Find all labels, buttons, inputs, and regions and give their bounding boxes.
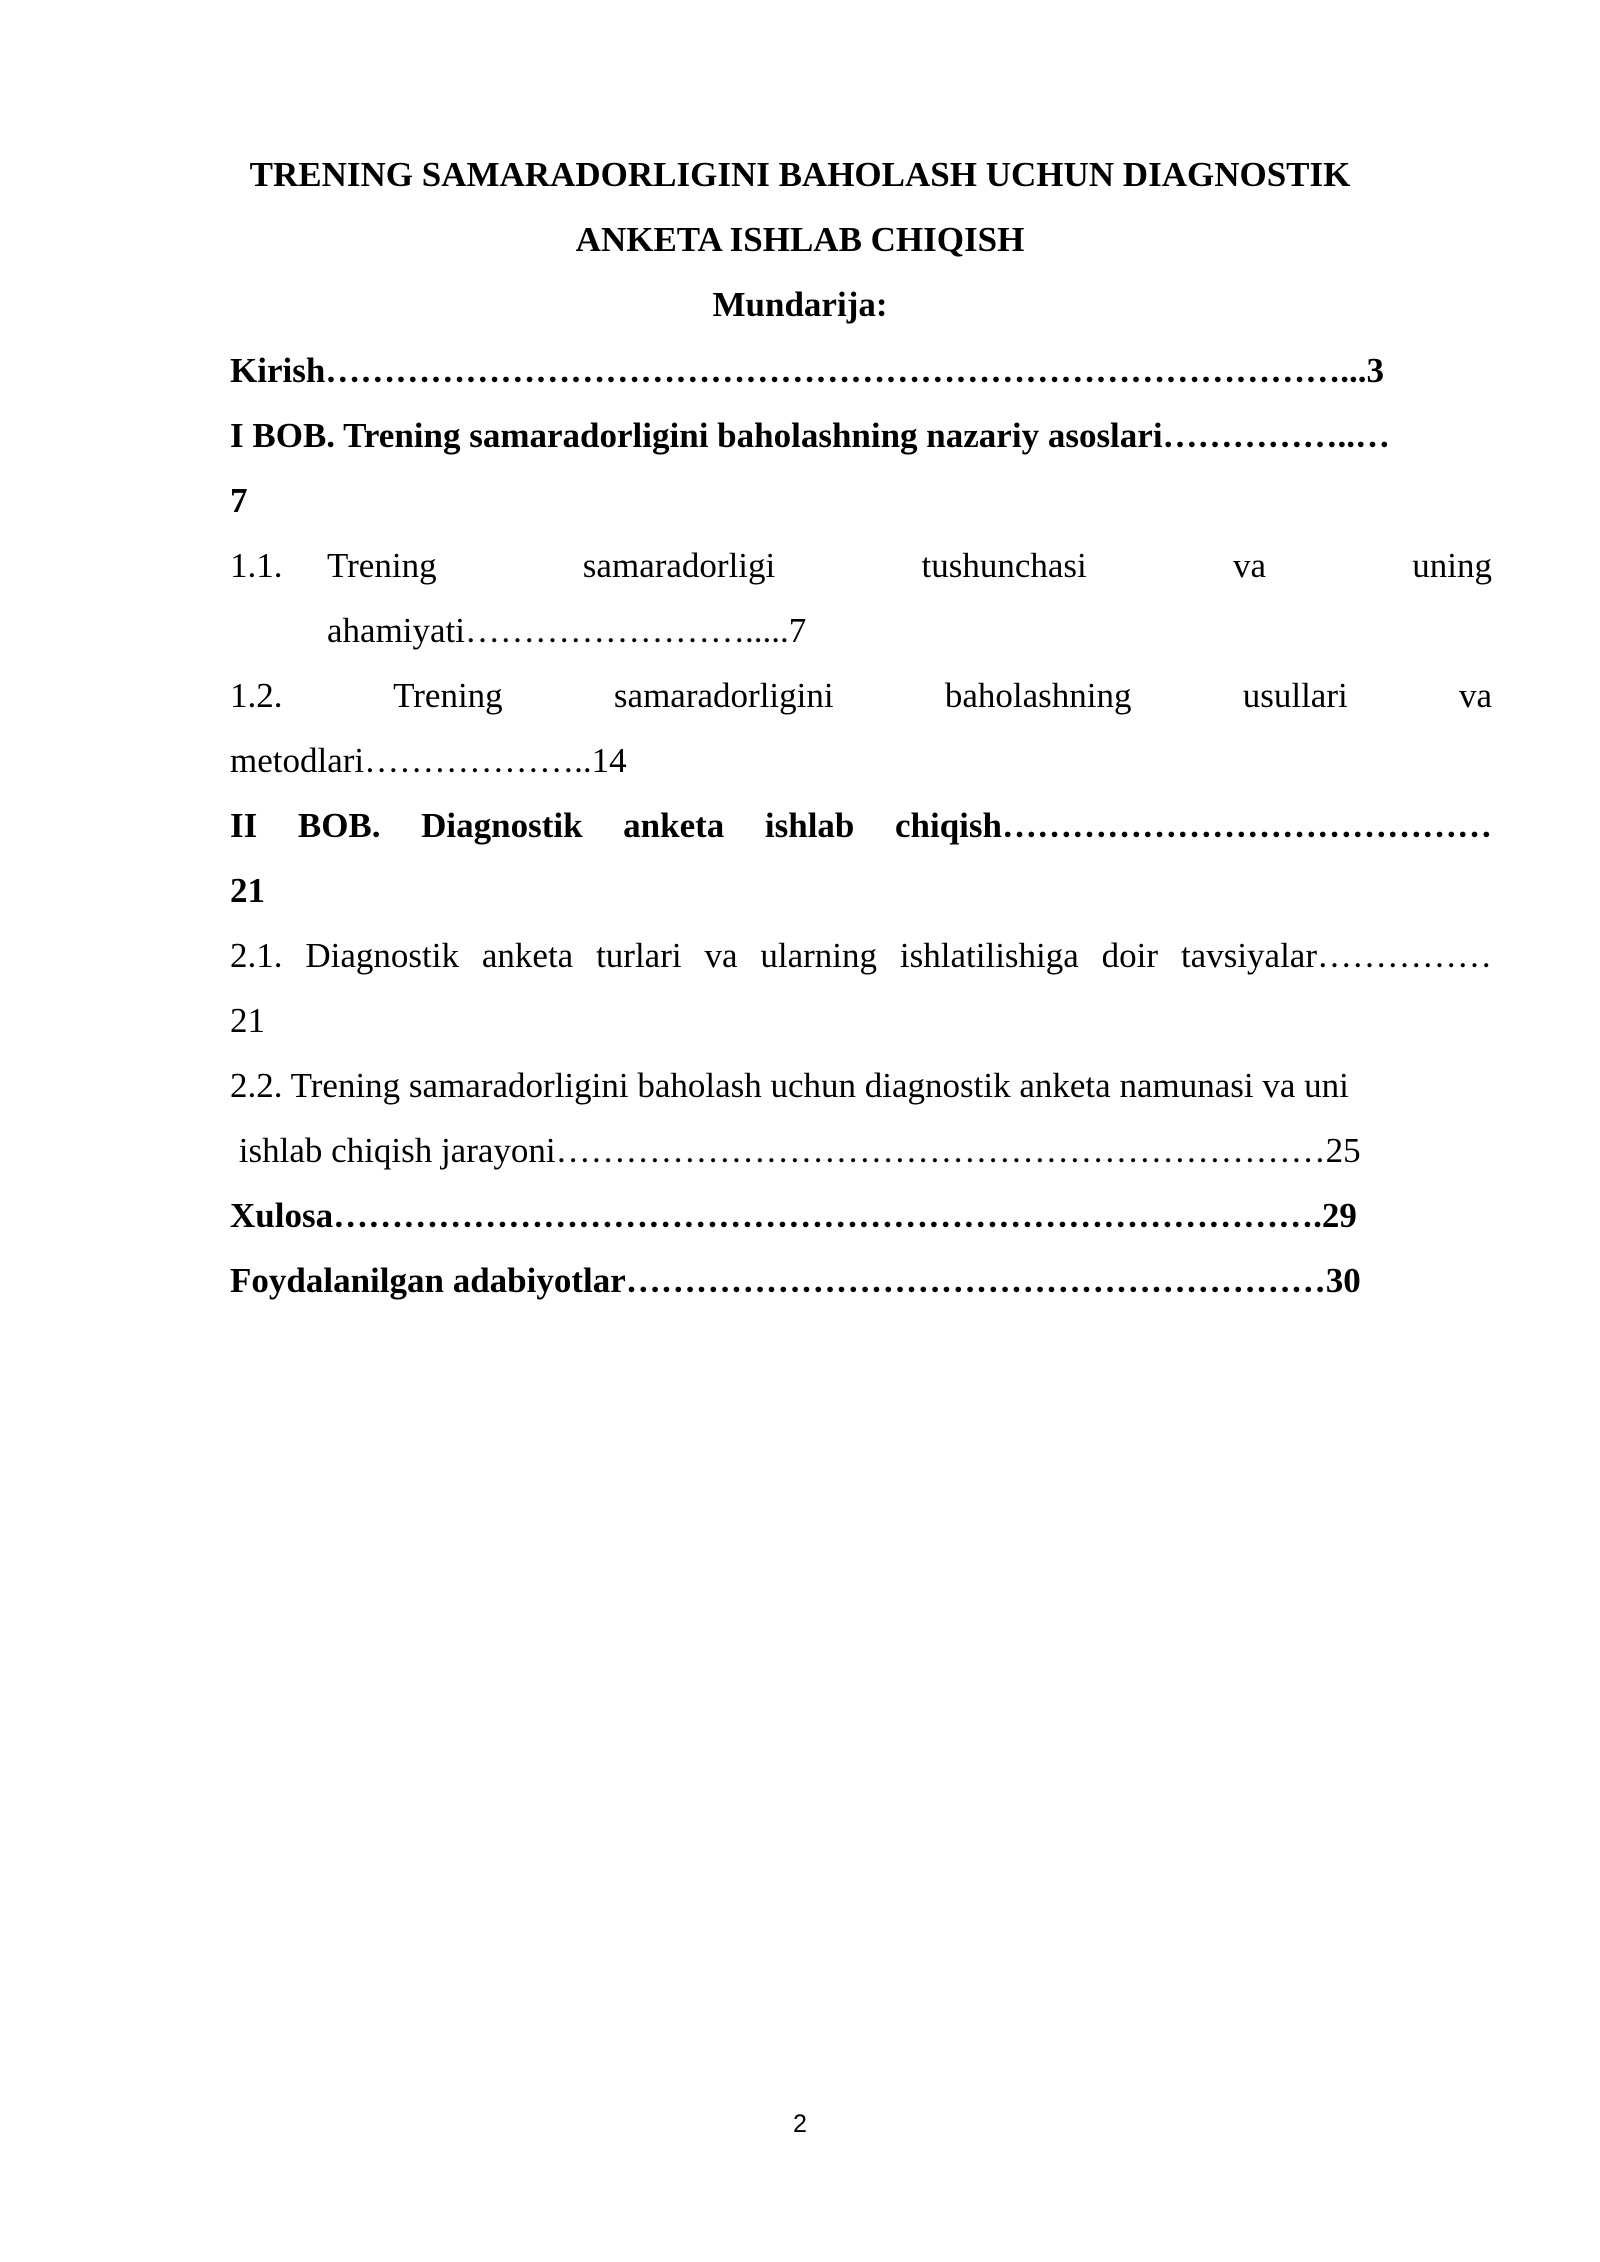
toc-entry-2-1-page: 21 [230, 1001, 265, 1040]
toc-entry-1-1-number: 1.1. [230, 546, 283, 585]
toc-entry-1-2-line2: metodlari………………..14 [230, 741, 627, 780]
toc-entry-bob1-page: 7 [230, 481, 248, 520]
toc-entry-1-1-line2: ahamiyati…………………….....7 [327, 611, 807, 650]
toc-entry-bob2-line1: II BOB. Diagnostik anketa ishlab chiqish…………………………………… [230, 806, 1492, 845]
toc-entry-xulosa: Xulosa………………………………………………………………………….29 [230, 1196, 1357, 1235]
toc-entry-bob1-line1: I BOB. Trening samaradorligini baholashning nazariy asoslari……………..… [230, 416, 1391, 455]
toc-entry-1-2-line1: 1.2. Trening samaradorligini baholashning usullari va [230, 676, 1492, 715]
toc-entry-bob2-page: 21 [230, 871, 265, 910]
toc-entry-2-2-line2: ishlab chiqish jarayoni…………………………………………………………25 [230, 1131, 1361, 1170]
document-title-line-1: TRENING SAMARADORLIGINI BAHOLASH UCHUN DIAGNOSTIK [249, 155, 1351, 194]
contents-heading: Mundarija: [712, 285, 888, 324]
toc-entry-2-1-line1: 2.1. Diagnostik anketa turlari va ularning ishlatilishiga doir tavsiyalar…………… [230, 936, 1492, 975]
toc-entry-1-1-line1: Trening samaradorligi tushunchasi va uning [327, 546, 1492, 585]
page-number: 2 [793, 2110, 807, 2138]
toc-entry-adabiyotlar: Foydalanilgan adabiyotlar……………………………………………………30 [230, 1261, 1361, 1300]
document-title-line-2: ANKETA ISHLAB CHIQISH [575, 220, 1025, 259]
toc-entry-kirish: Kirish……………………………………………………………………………...3 [230, 351, 1385, 390]
toc-entry-2-2-line1: 2.2. Trening samaradorligini baholash uchun diagnostik anketa namunasi va uni [230, 1066, 1349, 1105]
